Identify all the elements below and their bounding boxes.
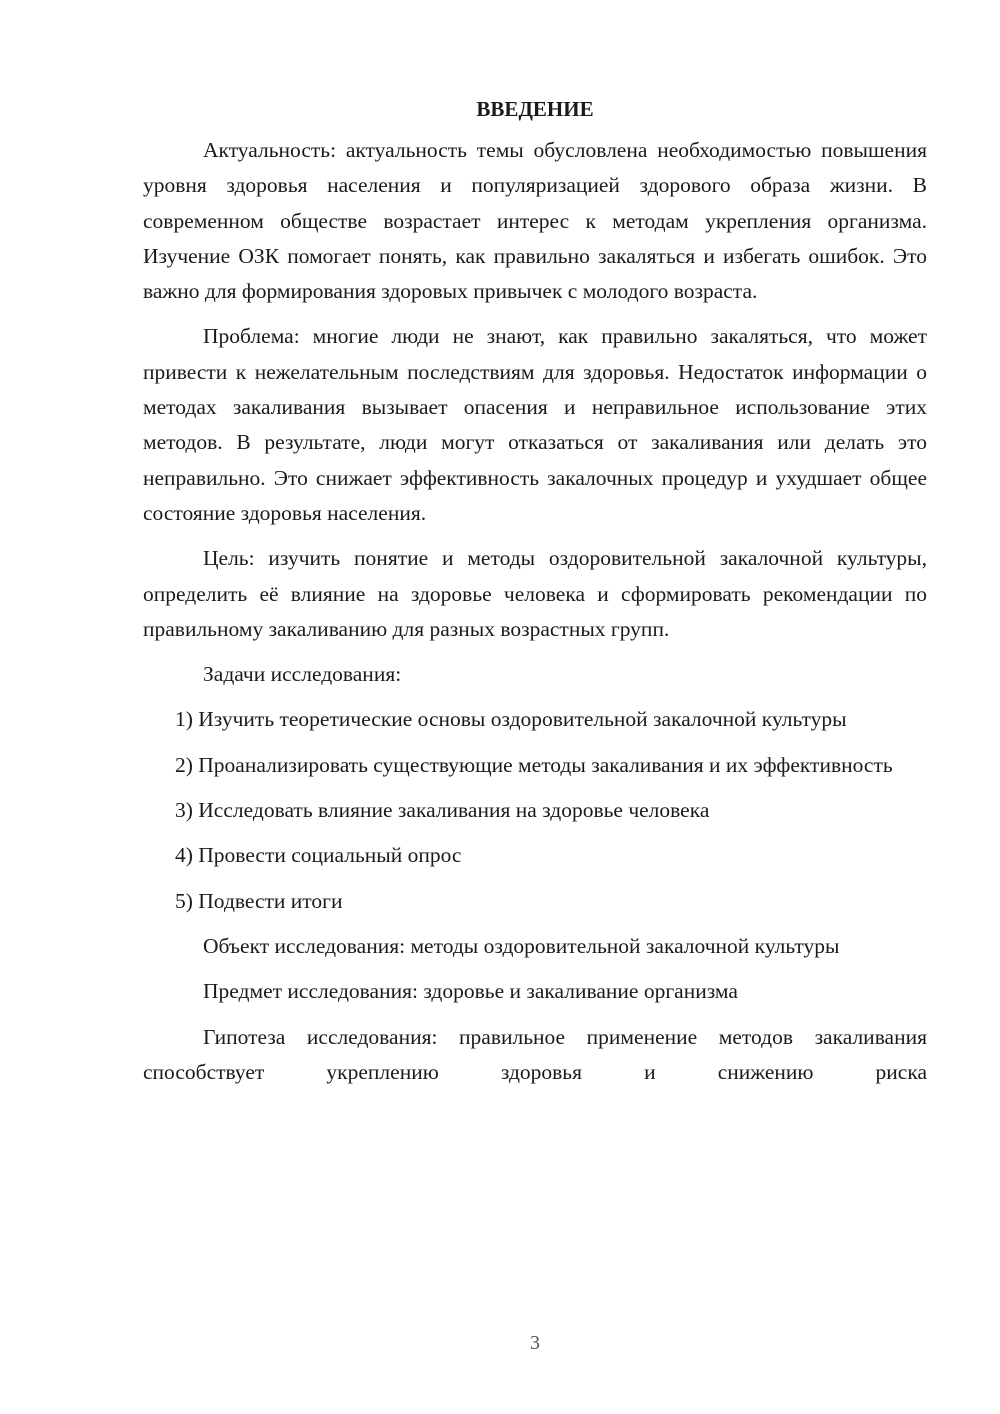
research-object: Объект исследования: методы оздоровительной закалочной культуры [203,933,840,958]
task-item: 3) Исследовать влияние закаливания на здоровье человека [175,798,710,823]
task-item: 4) Провести социальный опрос [175,843,462,868]
research-hypothesis: Гипотеза исследования: правильное применение методов закаливания способствует укреплению здоровья и снижению риска [143,1024,927,1084]
tasks-heading: Задачи исследования: [203,662,402,687]
task-item: 1) Изучить теоретические основы оздоровительной закалочной культуры [175,707,847,732]
task-item: 5) Подвести итоги [175,888,343,913]
page-number: 3 [530,1332,540,1354]
problem-paragraph: Проблема: многие люди не знают, как правильно закаляться, что может привести к нежелательным последствиям для здоровья. Недостаток информации о методах закаливания вызывает опасения и неправильное использование этих методов. В результате, люди могут отказаться от закаливания или делать это неправильно. Это снижает эффективность закалочных процедур и ухудшает общее состояние здоровья населения. [143,324,927,525]
goal-paragraph: Цель: изучить понятие и методы оздоровительной закалочной культуры, определить её влияние на здоровье человека и сформировать рекомендации по правильному закаливанию для разных возрастных групп. [143,546,927,641]
relevance-paragraph: Актуальность: актуальность темы обусловлена необходимостью повышения уровня здоровья населения и популяризацией здорового образа жизни. В современном обществе возрастает интерес к методам укрепления организма. Изучение ОЗК помогает понять, как правильно закаляться и избегать ошибок. Это важно для формирования здоровых привычек с молодого возраста. [143,138,927,304]
research-subject: Предмет исследования: здоровье и закаливание организма [203,979,738,1004]
task-item: 2) Проанализировать существующие методы закаливания и их эффективность [175,752,893,777]
section-title: ВВЕДЕНИЕ [476,97,594,121]
document-body [143,92,927,1090]
